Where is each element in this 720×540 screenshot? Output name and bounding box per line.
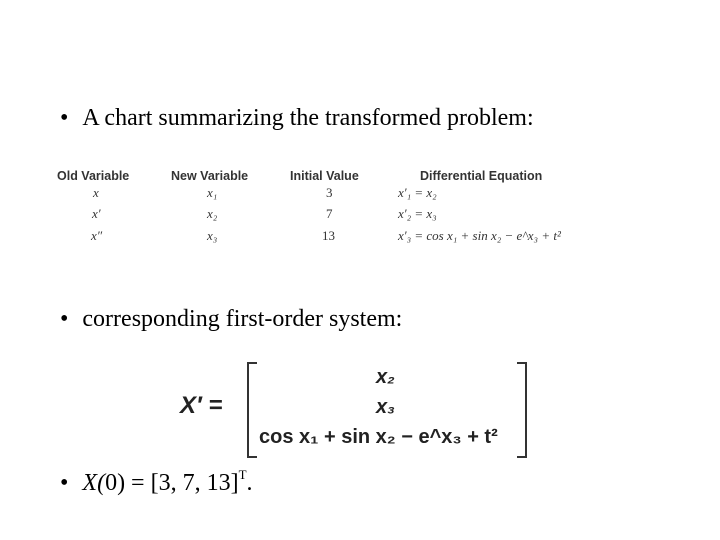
- cell-initial-value: 13: [322, 228, 335, 243]
- initial-time: 0: [105, 470, 118, 496]
- right-bracket: [517, 362, 527, 458]
- bullet-initial-condition: [60, 467, 253, 496]
- header-initial-value: Initial Value: [290, 169, 359, 183]
- header-differential-equation: Differential Equation: [420, 169, 543, 183]
- bullet-dot: •: [60, 306, 69, 332]
- cell-initial-value: 7: [326, 206, 333, 221]
- header-new-variable: New Variable: [171, 169, 249, 183]
- matrix-label: X′ =: [180, 392, 223, 419]
- bullet-text: corresponding first-order system:: [82, 306, 403, 332]
- left-bracket: [247, 362, 257, 458]
- bullet-dot: •: [60, 470, 69, 496]
- period: .: [246, 470, 253, 496]
- bullet-chart-summary: [60, 106, 534, 130]
- cell-old-variable: x: [93, 185, 99, 200]
- cell-equation: x′₂ = x₃: [398, 206, 437, 221]
- header-old-variable: Old Variable: [57, 169, 130, 183]
- transpose-mark: T: [238, 467, 247, 482]
- bullet-first-order-system: [60, 307, 402, 331]
- bullet-dot: •: [60, 105, 69, 131]
- cell-equation: x′₁ = x₂: [398, 185, 437, 200]
- matrix-row-2: x₃: [376, 396, 395, 418]
- cell-new-variable: x₁: [207, 185, 218, 200]
- matrix-row-3: cos x₁ + sin x₂ − e^x₃ + t²: [259, 426, 498, 448]
- bullet-text: A chart summarizing the transformed problem:: [82, 105, 534, 131]
- cell-new-variable: x₂: [207, 206, 218, 221]
- cell-new-variable: x₃: [207, 228, 218, 243]
- cell-old-variable: x′: [92, 206, 101, 221]
- cell-initial-value: 3: [326, 185, 333, 200]
- cell-equation: x′₃ = cos x₁ + sin x₂ − e^x₃ + t²: [398, 228, 561, 243]
- cell-old-variable: x″: [91, 228, 103, 243]
- initial-vector-values: ) = [3, 7, 13]: [117, 470, 239, 496]
- initial-vector-name: X(: [82, 470, 106, 496]
- matrix-row-1: x₂: [376, 366, 395, 388]
